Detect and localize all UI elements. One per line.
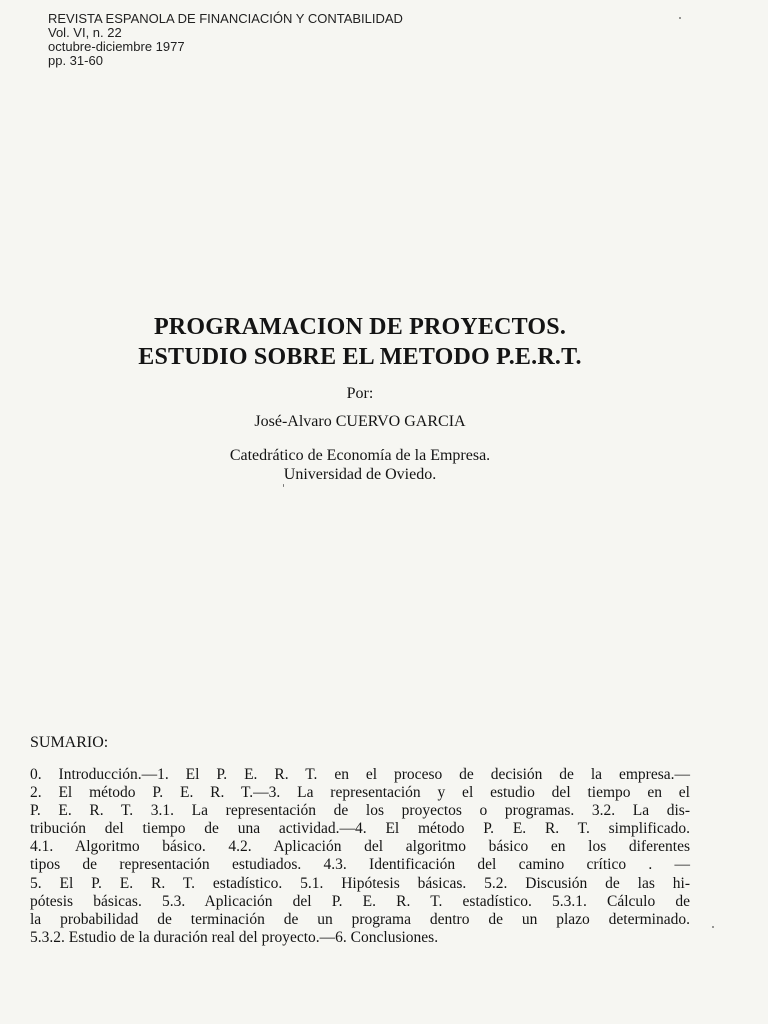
article-title-line-2: ESTUDIO SOBRE EL METODO P.E.R.T. [138,344,582,370]
summary-line: tipos de representación estudiados. 4.3. Identificación del camino crítico . — [30,856,690,874]
summary-line: la probabilidad de terminación de un programa dentro de un plazo determinado. [30,910,690,928]
summary-line: 5. El P. E. R. T. estadístico. 5.1. Hipótesis básicas. 5.2. Discusión de las hi- [30,874,690,892]
summary-line: tribución del tiempo de una actividad.—4. El método P. E. R. T. simplificado. [30,820,690,838]
summary-line: 4.1. Algoritmo básico. 4.2. Aplicación del algoritmo básico en los diferentes [30,838,690,856]
scan-speck [679,17,681,19]
journal-pages: pp. 31-60 [48,53,103,68]
author-position: Catedrático de Economía de la Empresa. [229,447,491,464]
author-institution: Universidad de Oviedo. [283,466,437,483]
summary-line: 5.3.2. Estudio de la duración real del proyecto.—6. Conclusiones. [30,928,439,946]
author-name: José-Alvaro CUERVO GARCIA [254,413,466,430]
summary-line: P. E. R. T. 3.1. La representación de los proyectos o programas. 3.2. La dis- [30,802,690,820]
author-affiliation [60,446,660,484]
journal-volume: Vol. VI, n. 22 [48,25,122,40]
scan-speck [712,926,714,928]
summary-body [30,766,690,947]
summary-line: pótesis básicas. 5.3. Aplicación del P. E. R. T. estadístico. 5.3.1. Cálculo de [30,892,690,910]
article-title-line-1: PROGRAMACION DE PROYECTOS. [153,314,567,340]
summary-line: 2. El método P. E. R. T.—3. La representación y el estudio del tiempo en el [30,784,690,802]
scan-speck [283,484,284,487]
journal-header [48,12,403,68]
summary-heading: SUMARIO: [30,734,109,751]
journal-name: REVISTA ESPANOLA DE FINANCIACIÓN Y CONTABILIDAD [48,11,403,26]
summary-line: 0. Introducción.—1. El P. E. R. T. en el proceso de decisión de la empresa.— [30,766,690,783]
by-label: Por: [346,385,374,402]
article-title-block [60,312,660,484]
journal-date: octubre-diciembre 1977 [48,39,185,54]
